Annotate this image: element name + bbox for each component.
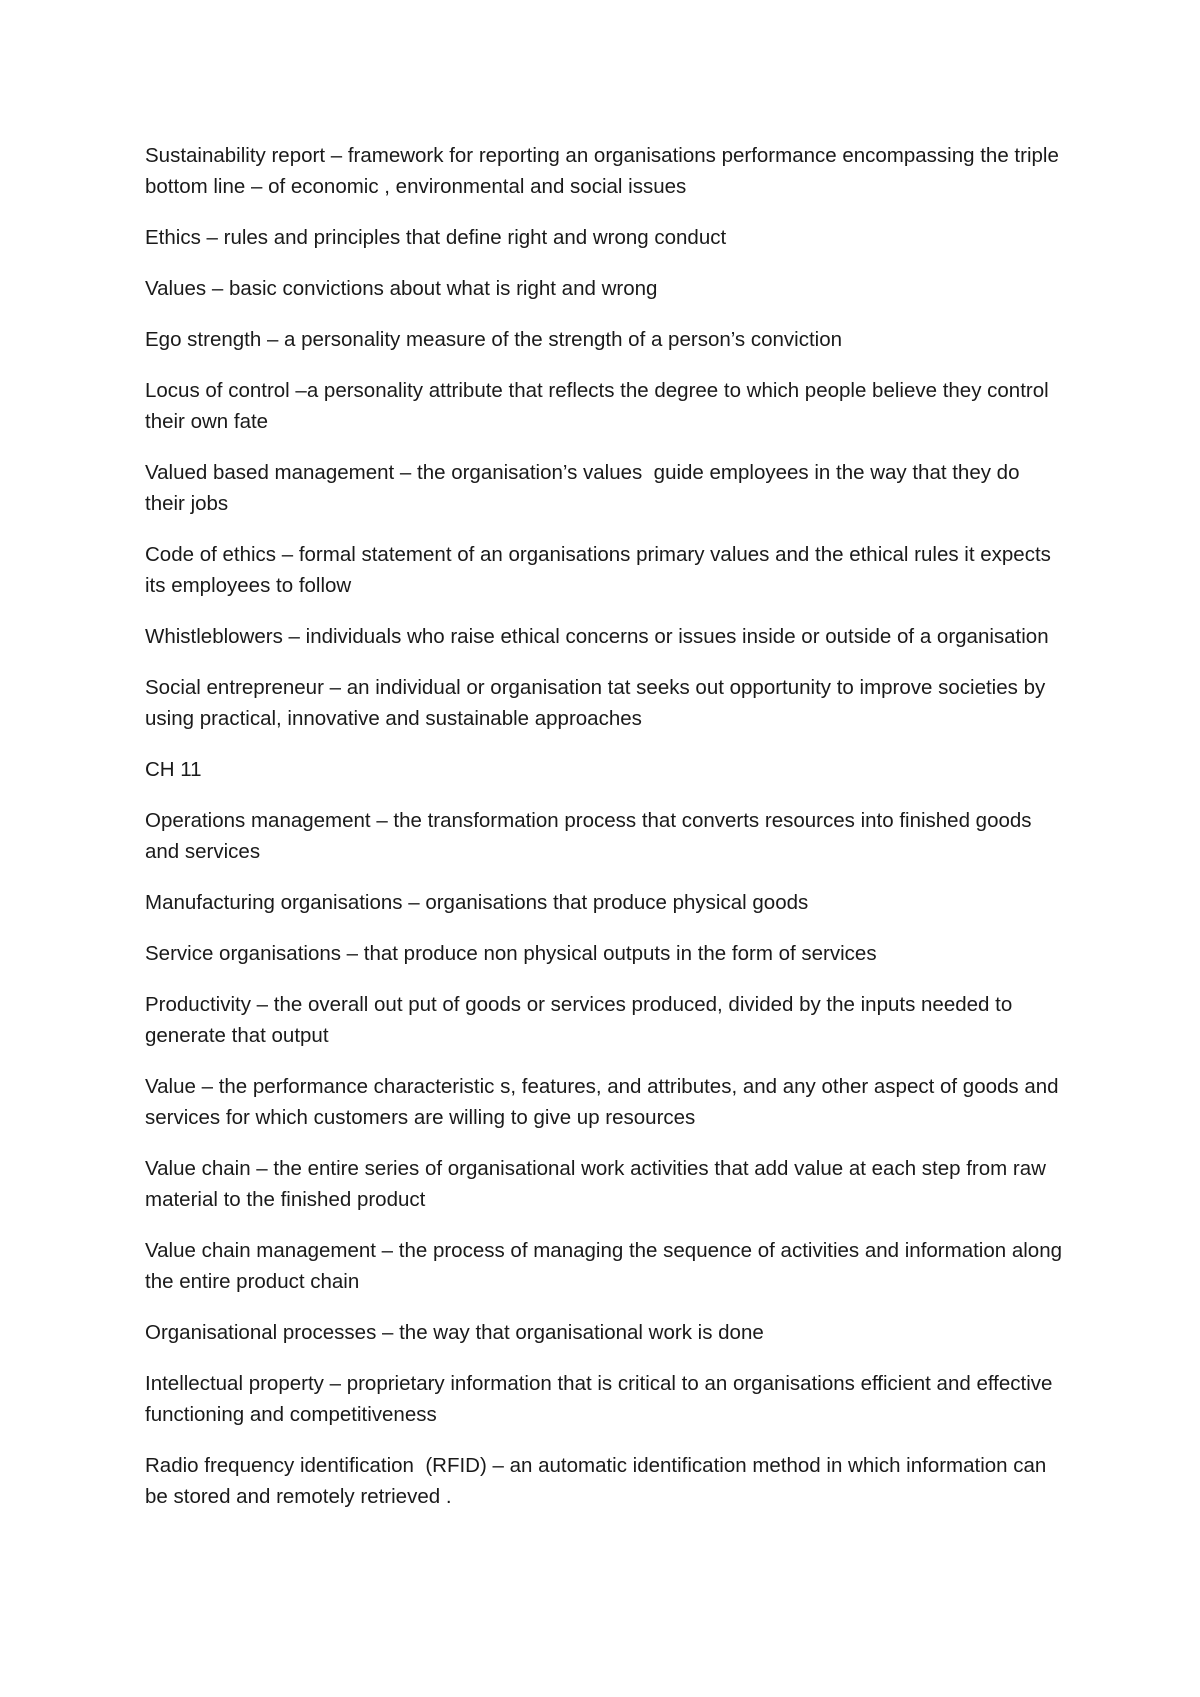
definition-productivity: Productivity – the overall out put of goods or services produced, divided by the inputs needed to generate that output — [145, 993, 1018, 1047]
definition-code-of-ethics: Code of ethics – formal statement of an organisations primary values and the ethical rules it expects its employees to follow — [145, 543, 1057, 597]
definition-service-organisations: Service organisations – that produce non physical outputs in the form of services — [145, 942, 877, 965]
definition-organisational-processes: Organisational processes – the way that organisational work is done — [145, 1321, 764, 1344]
document-body — [145, 140, 1068, 1532]
definition-value: Value – the performance characteristic s, features, and attributes, and any other aspect of goods and services for which customers are willing to give up resources — [145, 1075, 1065, 1129]
definition-valued-based-management: Valued based management – the organisation’s values guide employees in the way that they do their jobs — [145, 461, 1026, 515]
definition-sustainability-report: Sustainability report – framework for reporting an organisations performance encompassing the triple bottom line – of economic , environmental and social issues — [145, 144, 1065, 198]
definition-social-entrepreneur: Social entrepreneur – an individual or organisation tat seeks out opportunity to improve societies by using practical, innovative and sustainable approaches — [145, 676, 1051, 730]
definition-values: Values – basic convictions about what is right and wrong — [145, 277, 658, 300]
definition-ego-strength: Ego strength – a personality measure of the strength of a person’s conviction — [145, 328, 843, 351]
definition-manufacturing-organisations: Manufacturing organisations – organisations that produce physical goods — [145, 891, 809, 914]
definition-intellectual-property: Intellectual property – proprietary information that is critical to an organisations efficient and effective functioning and competitiveness — [145, 1372, 1059, 1426]
definition-ethics: Ethics – rules and principles that define right and wrong conduct — [145, 226, 727, 249]
definition-value-chain-management: Value chain management – the process of managing the sequence of activities and information along the entire product chain — [145, 1239, 1068, 1293]
definition-value-chain: Value chain – the entire series of organisational work activities that add value at each step from raw material to the finished product — [145, 1157, 1052, 1211]
definition-locus-of-control: Locus of control –a personality attribute that reflects the degree to which people believe they control their own fate — [145, 379, 1055, 433]
definition-rfid: Radio frequency identification (RFID) – an automatic identification method in which information can be stored and remotely retrieved . — [145, 1454, 1053, 1508]
definition-operations-management: Operations management – the transformation process that converts resources into finished goods and services — [145, 809, 1038, 863]
definition-whistleblowers: Whistleblowers – individuals who raise ethical concerns or issues inside or outside of a organisation — [145, 625, 1049, 648]
chapter-heading: CH 11 — [145, 758, 202, 781]
